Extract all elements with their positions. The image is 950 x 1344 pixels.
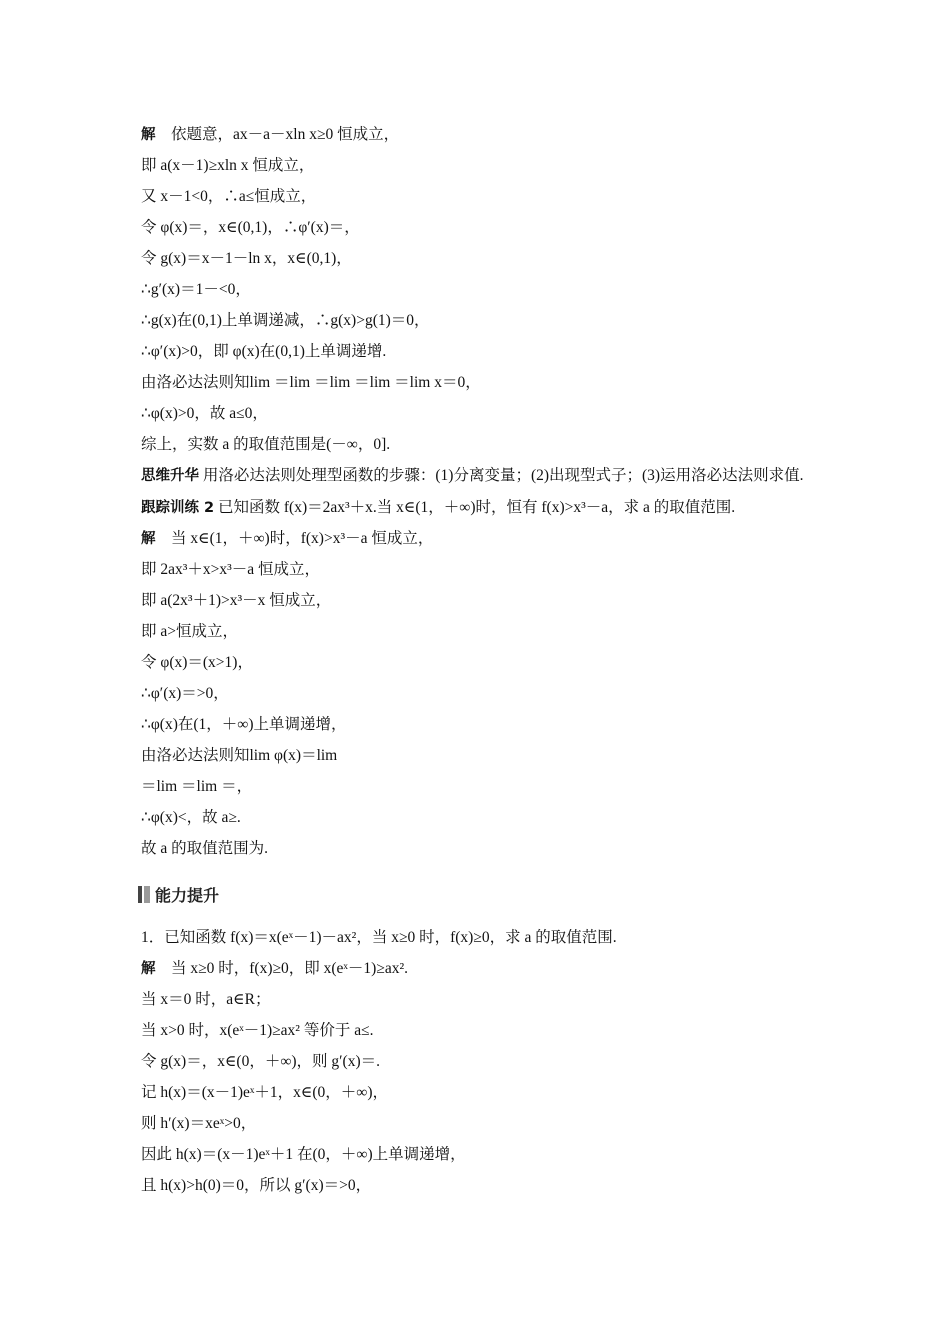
line-text: 由洛必达法则知lim φ(x)＝lim (141, 747, 338, 764)
line-text: ∴φ(x)<，故 a≥. (141, 809, 241, 826)
text-line (141, 802, 821, 833)
problem-block (141, 922, 821, 1201)
text-line (141, 1170, 821, 1201)
text-line (141, 771, 821, 802)
text-line (141, 429, 821, 460)
solution-lead: 解 (141, 127, 156, 143)
text-line (141, 119, 821, 150)
text-line (141, 984, 821, 1015)
line-text: ＝lim ＝lim ＝， (141, 778, 253, 795)
text-line (141, 1015, 821, 1046)
text-line (141, 523, 821, 554)
line-text: ∴φ(x)>0，故 a≤0， (141, 405, 268, 422)
line-text: ∴φ(x)在(1，＋∞)上单调递增， (141, 716, 347, 733)
line-text: ∴g(x)在(0,1)上单调递减，∴g(x)>g(1)＝0， (141, 312, 430, 329)
line-text: 令 φ(x)＝(x>1)， (141, 654, 253, 671)
section-marker-icon (138, 886, 142, 903)
text-line (141, 1077, 821, 1108)
line-text: 依题意，ax－a－xln x≥0 恒成立， (155, 126, 400, 143)
line-text: 1．已知函数 f(x)＝x(eˣ－1)－ax²，当 x≥0 时，f(x)≥0，求 a 的取值范围. (141, 929, 617, 946)
line-text: 当 x≥0 时，f(x)≥0，即 x(eˣ－1)≥ax². (155, 960, 408, 977)
practice-text: 已知函数 f(x)＝2ax³＋x.当 x∈(1，＋∞)时，恒有 f(x)>x³－a，求 a 的取值范围. (214, 499, 736, 516)
line-text: 令 g(x)＝，x∈(0，＋∞)，则 g′(x)＝. (141, 1053, 381, 1070)
text-line (141, 922, 821, 953)
summary-text: 用洛必达法则处理型函数的步骤：(1)分离变量；(2)出现型式子；(3)运用洛必达法则求值. (199, 467, 804, 484)
practice-question (141, 492, 821, 523)
line-text: ∴φ′(x)＝>0， (141, 685, 229, 702)
line-text: 即 a(2x³＋1)>x³－x 恒成立， (141, 592, 332, 609)
line-text: ∴φ′(x)>0，即 φ(x)在(0,1)上单调递增. (141, 343, 387, 360)
text-line (141, 1139, 821, 1170)
text-line (141, 212, 821, 243)
solution-block-1 (141, 119, 821, 460)
solution-block-2 (141, 523, 821, 864)
text-line (141, 647, 821, 678)
text-line (141, 554, 821, 585)
text-line (141, 305, 821, 336)
document-body (141, 119, 821, 1201)
text-line (141, 398, 821, 429)
text-line (141, 833, 821, 864)
text-line (141, 1108, 821, 1139)
line-text: 当 x>0 时，x(eˣ－1)≥ax² 等价于 a≤. (141, 1022, 374, 1039)
line-text: 因此 h(x)＝(x－1)eˣ＋1 在(0，＋∞)上单调递增， (141, 1146, 466, 1163)
summary-paragraph (141, 460, 821, 492)
line-text: 令 φ(x)＝，x∈(0,1)，∴φ′(x)＝， (141, 219, 360, 236)
text-line (141, 616, 821, 647)
section-marker-shade-icon (144, 886, 150, 903)
solution-lead: 解 (141, 961, 156, 977)
solution-lead: 解 (141, 531, 156, 547)
text-line (141, 274, 821, 305)
practice-lead: 跟踪训练 2 (141, 500, 215, 516)
line-text: 记 h(x)＝(x－1)eˣ＋1，x∈(0，＋∞)， (141, 1084, 388, 1101)
text-line (141, 953, 821, 984)
line-text: 综上，实数 a 的取值范围是(－∞，0]. (141, 436, 391, 453)
line-text: 即 2ax³＋x>x³－a 恒成立， (141, 561, 321, 578)
text-line (141, 740, 821, 771)
line-text: 故 a 的取值范围为. (141, 840, 269, 857)
text-line (141, 367, 821, 398)
line-text: 当 x∈(1，＋∞)时，f(x)>x³－a 恒成立， (155, 530, 434, 547)
text-line (141, 678, 821, 709)
section-header (138, 874, 821, 914)
summary-lead: 思维升华 (141, 468, 199, 484)
line-text: 当 x＝0 时，a∈R； (141, 991, 271, 1008)
text-line (141, 150, 821, 181)
line-text: 令 g(x)＝x－1－ln x，x∈(0,1)， (141, 250, 352, 267)
text-line (141, 1046, 821, 1077)
section-title: 能力提升 (155, 885, 220, 905)
line-text: 由洛必达法则知lim ＝lim ＝lim ＝lim ＝lim x＝0， (141, 374, 481, 391)
line-text: ∴g′(x)＝1－<0， (141, 281, 251, 298)
text-line (141, 336, 821, 367)
line-text: 即 a(x－1)≥xln x 恒成立， (141, 157, 315, 174)
text-line (141, 585, 821, 616)
text-line (141, 243, 821, 274)
line-text: 则 h′(x)＝xeˣ>0， (141, 1115, 257, 1132)
text-line (141, 181, 821, 212)
text-line (141, 709, 821, 740)
line-text: 又 x－1<0，∴a≤恒成立， (141, 188, 317, 205)
line-text: 且 h(x)>h(0)＝0，所以 g′(x)＝>0， (141, 1177, 372, 1194)
line-text: 即 a>恒成立， (141, 623, 238, 640)
